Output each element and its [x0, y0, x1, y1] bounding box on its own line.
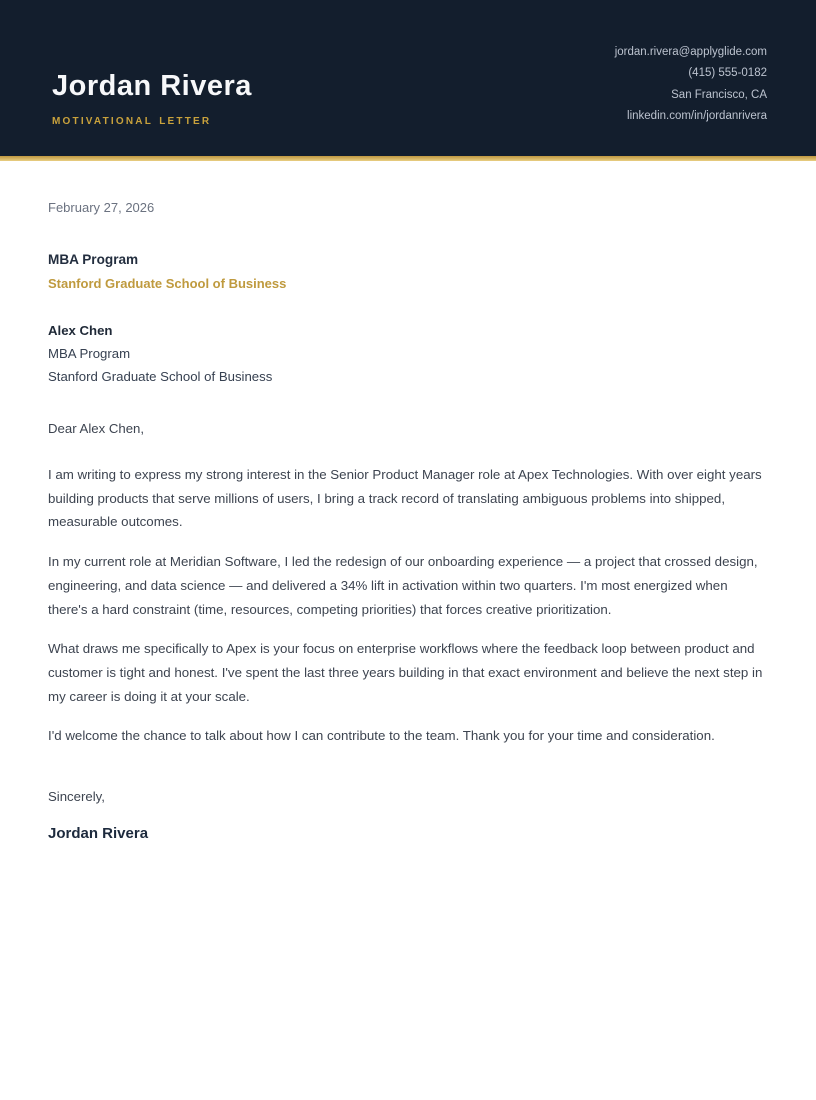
contact-phone: (415) 555-0182 — [688, 67, 767, 80]
paragraph-experience: In my current role at Meridian Software, I led the redesign of our onboarding experience — a project that crossed design, engineering, and data science — and delivered a 34% lift in activation within two quarters. I'm most energized when there's a hard constraint (time, resources, competing priorities) that forces creative prioritization. — [48, 554, 758, 617]
sender-identity — [52, 71, 252, 128]
document-subtitle: motivational letter — [52, 112, 212, 128]
letter-date: February 27, 2026 — [48, 200, 155, 215]
contact-email: jordan.rivera@applyglide.com — [614, 45, 767, 58]
paragraph-thanks: I'd welcome the chance to talk about how I can contribute to the team. Thank you for your time and consideration. — [48, 728, 715, 744]
letter-header — [0, 0, 816, 156]
closing: Sincerely, — [48, 789, 105, 805]
letter-body — [0, 161, 816, 842]
paragraph-intro: I am writing to express my strong interest in the Senior Product Manager role at Apex Technologies. With over eight years building products that serve millions of users, I bring a track record of translating ambiguous problems into shipped, measurable outcomes. — [48, 467, 762, 530]
recipient-block — [48, 319, 768, 388]
org-program: MBA Program — [48, 252, 139, 267]
salutation: Dear Alex Chen, — [48, 421, 145, 436]
recipient-school: Stanford Graduate School of Business — [48, 369, 273, 384]
contact-block — [615, 42, 767, 128]
signature-name: Jordan Rivera — [48, 825, 149, 843]
contact-location: San Francisco, CA — [671, 88, 767, 101]
paragraph-motivation: What draws me specifically to Apex is your focus on enterprise workflows where the feedback loop between product and customer is tight and honest. I've spent the last three years building in that exact environment and believe the next step in my career is doing it at your scale. — [48, 641, 763, 704]
recipient-program: MBA Program — [48, 346, 131, 361]
org-school: Stanford Graduate School of Business — [48, 276, 287, 291]
org-block — [48, 252, 768, 291]
contact-linkedin: linkedin.com/in/jordanrivera — [627, 110, 767, 123]
recipient-name: Alex Chen — [48, 323, 113, 338]
sender-name: Jordan Rivera — [52, 70, 252, 103]
